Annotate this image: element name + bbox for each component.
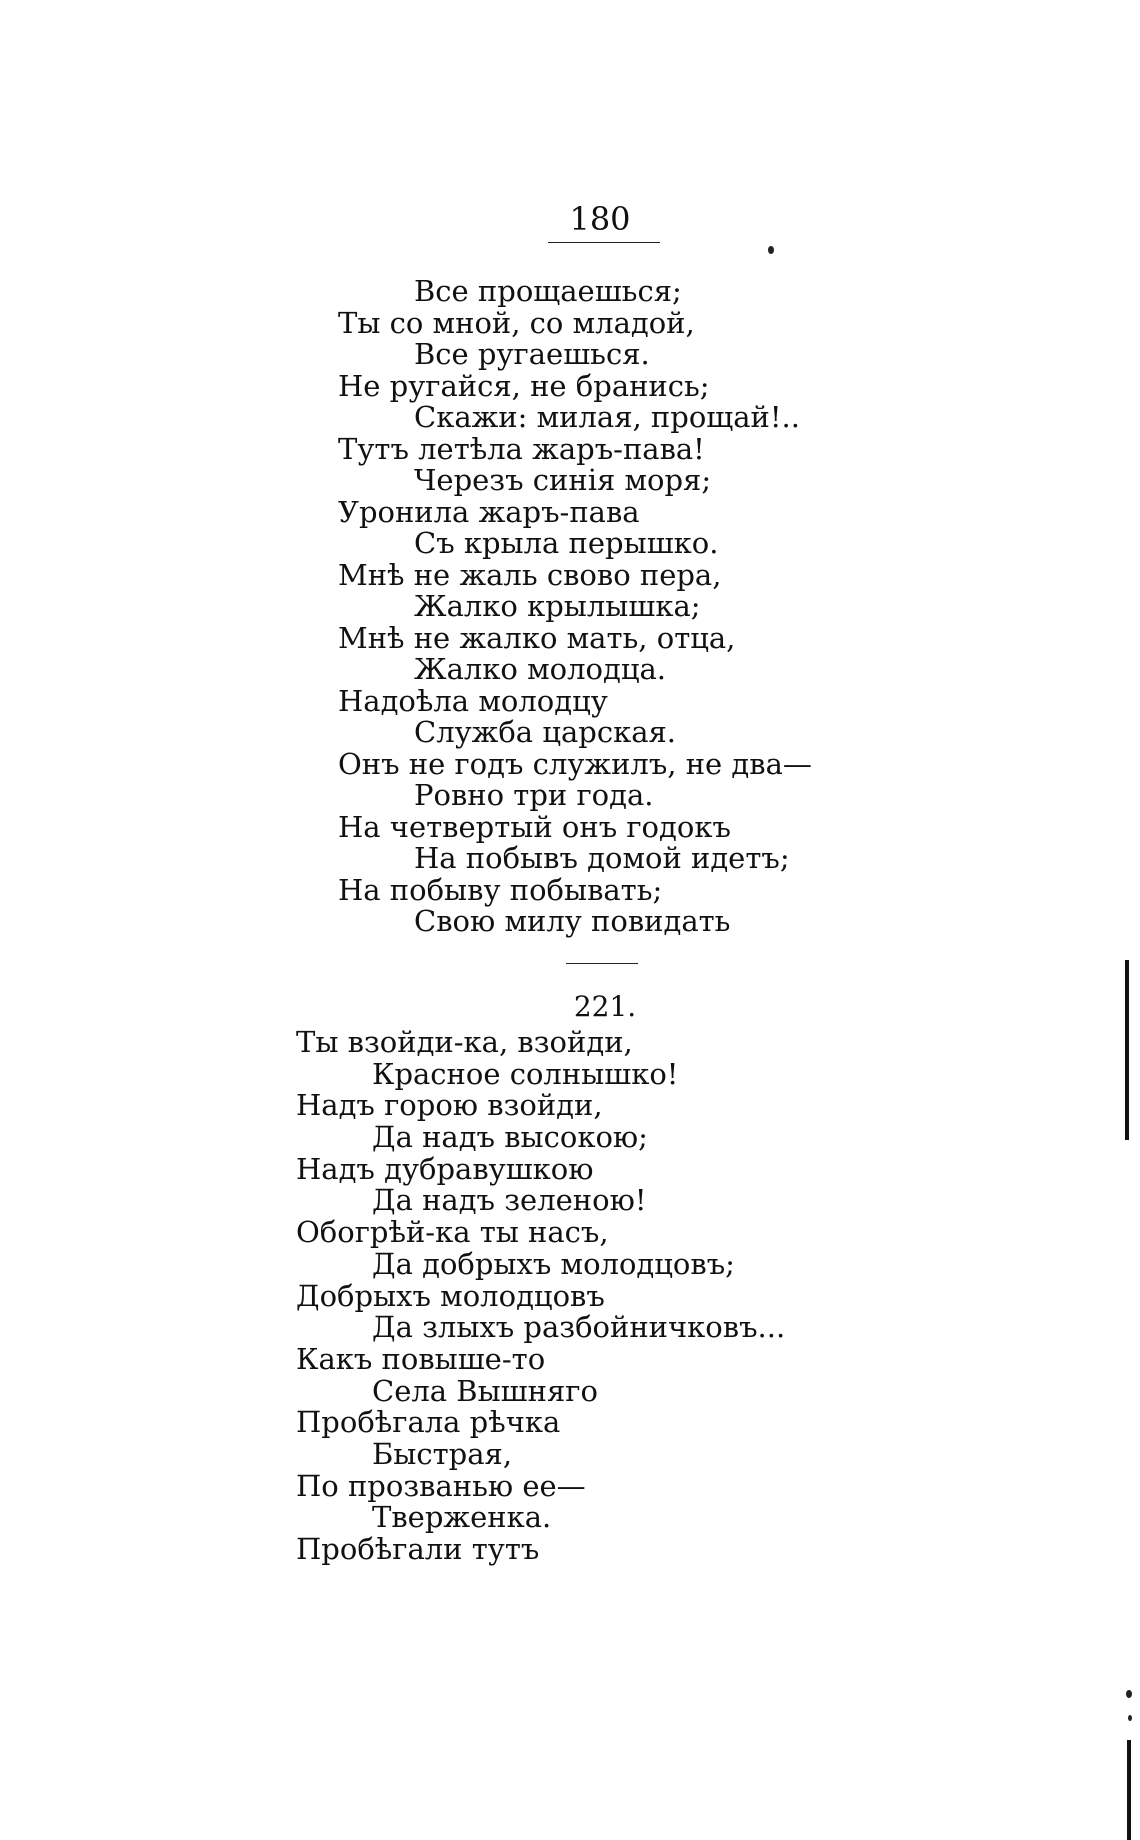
poem-line: Тверженка. [372,1500,552,1535]
poem-line: Добрыхъ молодцовъ [296,1278,605,1313]
poem-line: Пробѣгала рѣчка [296,1405,561,1440]
poem-line: Быстрая, [372,1436,513,1471]
poem-line: Служба царская. [414,715,676,749]
poem-line: Мнѣ не жалко мать, отца, [338,620,736,655]
section-number: 221. [573,990,637,1023]
scan-margin-bar [1127,1740,1131,1840]
poem-line: Жалко молодца. [414,652,667,686]
poem-line: Не ругайся, не бранись; [338,368,710,403]
poem-line: Ты со мной, со младой, [338,305,695,340]
poem-line: Надъ горою взойди, [296,1088,603,1123]
poem-line: На четвертый онъ годокъ [338,809,731,844]
poem-line: Пробѣгали тутъ [296,1532,540,1566]
scan-margin-bar [1125,960,1129,1140]
poem-line: Мнѣ не жаль свово пера, [338,557,722,592]
ink-speck [1126,1690,1132,1698]
poem-line: Да добрыхъ молодцовъ; [372,1246,735,1281]
poem-line: Все прощаешься; [414,274,682,308]
page-number: 180 [569,200,631,238]
poem-line: Надоѣла молодцу [338,683,608,718]
section-rule [566,963,638,964]
poem-line: Скажи: милая, прощай!.. [414,400,800,434]
poem-line: Да надъ зеленою! [372,1183,647,1218]
poem-line: По прозванью ее— [296,1468,586,1503]
ink-speck [768,246,774,254]
poem-line: Красное солнышко! [372,1056,679,1091]
poem-line: На побыву побывать; [338,872,663,907]
poem-continued [338,276,812,938]
poem-line: Ровно три года. [414,778,654,812]
ink-speck [1128,1715,1132,1721]
poem-line: Обогрѣй-ка ты насъ, [296,1215,609,1250]
poem-line: Тутъ летѣла жаръ-пава! [338,431,705,466]
poem-line: Черезъ синія моря; [414,463,712,497]
poem-line: Свою милу повидать [414,904,731,938]
poem-line: Да надъ высокою; [372,1120,648,1155]
poem-221 [296,1027,785,1566]
poem-line: Все ругаешься. [414,337,650,371]
header-rule [548,242,660,243]
poem-line: На побывъ домой идетъ; [414,841,790,875]
poem-line: Уронила жаръ-пава [338,494,640,529]
poem-line: Жалко крылышка; [414,589,701,623]
poem-line: Ты взойди-ка, взойди, [296,1025,633,1059]
poem-line: Надъ дубравушкою [296,1151,594,1186]
poem-line: Да злыхъ разбойничковъ... [372,1310,786,1345]
poem-line: Какъ повыше-то [296,1341,546,1376]
poem-line: Онъ не годъ служилъ, не два— [338,746,812,781]
poem-line: Съ крыла перышко. [414,526,719,560]
poem-line: Села Вышняго [372,1373,598,1408]
